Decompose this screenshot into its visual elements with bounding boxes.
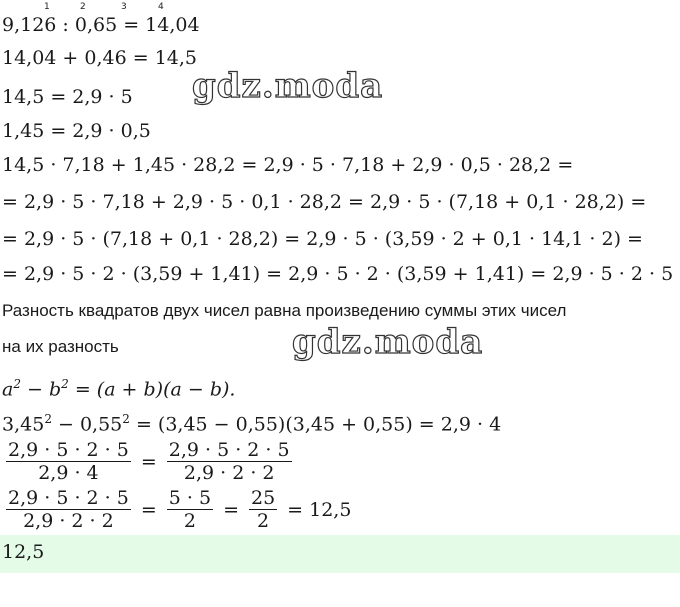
fraction: $\frac{2,9 \cdot 5 \cdot 2 \cdot 5}{2,9 \cdot 2 \cdot 2}$ <box>168 439 290 484</box>
watermark-logo-2: gdz.moda <box>292 322 484 362</box>
answer-value: 12,5 <box>2 541 45 563</box>
fraction: $\frac{25}{2}$ <box>250 487 276 532</box>
calc-line-7: = 2,9 · 5 · (7,18 + 0,1 · 28,2) = 2,9 · 5 · (3,59 · 2 + 0,1 · 14,1 · 2) = <box>2 228 643 250</box>
calc-line-1: 9,126 : 0,65 = 14,04 <box>2 14 200 36</box>
index-4: 4 <box>158 2 164 12</box>
index-2: 2 <box>80 2 86 12</box>
squares-calculation: $3,45^2 - 0,55^2 = (3,45 - 0,55)(3,45 + 0,55) = 2,9 \cdot 4$ <box>2 412 502 436</box>
fraction: $\frac{2,9 \cdot 5 \cdot 2 \cdot 5}{2,9 \cdot 2 \cdot 2}$ <box>8 487 129 532</box>
fraction: $\frac{5 \cdot 5}{2}$ <box>168 487 212 532</box>
answer-box <box>0 535 680 573</box>
fraction-equation-1: $\frac{2,9 \cdot 5 \cdot 2 \cdot 5}{2,9 \cdot 4}$ = $\frac{2,9 \cdot 5 \cdot 2 \cdot 5}{2,9 \cdot 2 \cdot 2}$ <box>8 439 290 484</box>
fraction-equation-2: $\frac{2,9 \cdot 5 \cdot 2 \cdot 5}{2,9 \cdot 2 \cdot 2}$ = $\frac{5 \cdot 5}{2}$ = $\frac{25}{2}$ = 12,5 <box>8 487 352 532</box>
rule-text-line-1: Разность квадратов двух чисел равна произведению суммы этих чисел <box>2 301 567 320</box>
calc-line-4: 1,45 = 2,9 · 0,5 <box>2 120 151 142</box>
index-1: 1 <box>44 2 50 12</box>
index-3: 3 <box>121 2 127 12</box>
calc-line-5: 14,5 · 7,18 + 1,45 · 28,2 = 2,9 · 5 · 7,18 + 2,9 · 0,5 · 28,2 = <box>2 154 574 176</box>
difference-of-squares-formula: $a^2 - b^2 = (a + b)(a - b)$. <box>2 377 236 401</box>
result: = 12,5 <box>287 498 352 521</box>
calc-line-2: 14,04 + 0,46 = 14,5 <box>2 47 198 69</box>
calc-line-6: = 2,9 · 5 · 7,18 + 2,9 · 5 · 0,1 · 28,2 = 2,9 · 5 · (7,18 + 0,1 · 28,2) = <box>2 191 647 213</box>
fraction: $\frac{2,9 \cdot 5 \cdot 2 \cdot 5}{2,9 \cdot 4}$ <box>8 439 129 484</box>
watermark-logo: gdz.moda <box>192 66 384 106</box>
calc-line-8: = 2,9 · 5 · 2 · (3,59 + 1,41) = 2,9 · 5 · 2 · (3,59 + 1,41) = 2,9 · 5 · 2 · 5 <box>2 263 674 285</box>
calc-line-3: 14,5 = 2,9 · 5 <box>2 86 133 108</box>
rule-text-line-2: на их разность <box>2 337 119 356</box>
